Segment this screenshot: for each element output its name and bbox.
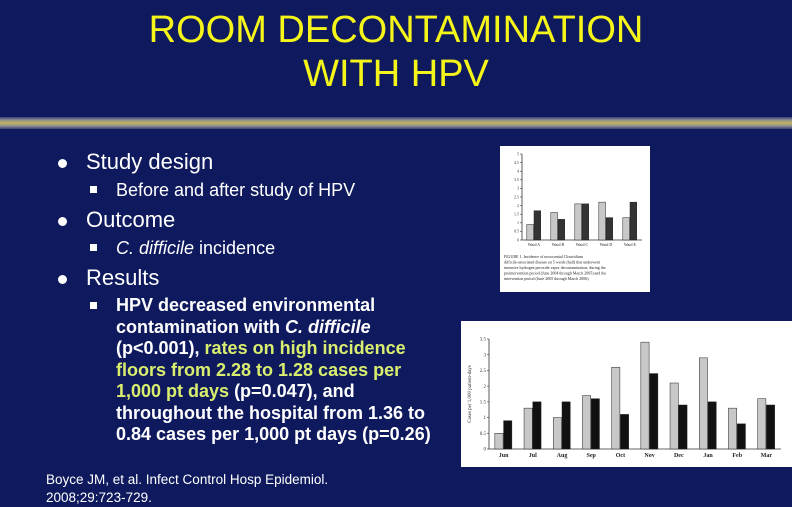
title-line-1: ROOM DECONTAMINATION — [148, 9, 644, 51]
category-label: Ward B — [551, 242, 565, 247]
bullet-dot-icon — [58, 159, 67, 168]
figure-ward-incidence — [500, 146, 650, 292]
reference-line-2: 2008;29:723-729. — [46, 490, 152, 505]
results-part-1: HPV decreased environmental contamination with — [116, 295, 376, 337]
category-label: Ward D — [599, 242, 613, 247]
category-label: Ward C — [575, 242, 589, 247]
bar — [524, 408, 532, 449]
results-part-4: (p=0.047), and throughout the hospital from 1.36 to 0.84 cases per 1,000 pt days (p=0.26) — [116, 381, 431, 444]
figure-caption-line: intensive hydrogen peroxide vapor decontamination, during the — [504, 265, 606, 270]
sub-bullet-square-icon — [90, 186, 97, 193]
y-tick-label: 1.5 — [479, 400, 486, 406]
category-label: Ward A — [527, 242, 541, 247]
slide-title — [0, 8, 792, 96]
bullet-results: Results — [86, 265, 160, 290]
bar — [670, 383, 678, 449]
sub-bullet-outcome — [116, 237, 275, 259]
bar — [620, 414, 628, 449]
bar — [623, 218, 630, 240]
bar — [612, 367, 620, 449]
y-tick-label: 0.5 — [514, 228, 519, 234]
category-label: Dec — [673, 453, 684, 459]
y-tick-label: 1 — [483, 416, 486, 422]
bar — [558, 219, 565, 240]
category-label: Jun — [498, 453, 509, 459]
y-axis-label: Cases per 1,000 patient-days — [468, 365, 473, 423]
results-part-2: (p<0.001), — [116, 338, 205, 358]
y-tick-label: 3.5 — [479, 337, 486, 343]
category-label: Mar — [760, 453, 773, 459]
monthly-bar-chart — [461, 321, 792, 467]
bar — [679, 405, 687, 449]
bar — [641, 342, 649, 449]
bar — [562, 402, 570, 449]
bar — [599, 202, 606, 240]
y-tick-label: 2 — [483, 384, 486, 390]
bar — [527, 225, 534, 240]
y-tick-label: 4.5 — [514, 159, 519, 165]
y-tick-label: 0 — [483, 447, 486, 453]
bar — [766, 405, 774, 449]
bar — [758, 399, 766, 449]
bullet-dot-icon — [58, 217, 67, 226]
results-highlight: rates on high incidence floors from 2.28 to 1.28 cases per 1,000 pt days — [116, 338, 406, 401]
bar — [582, 396, 590, 449]
category-label: Oct — [615, 453, 626, 459]
y-tick-label: 1.5 — [514, 211, 519, 217]
sub-bullet-study-design: Before and after study of HPV — [116, 180, 356, 200]
bar — [575, 204, 582, 240]
y-tick-label: 2.5 — [514, 194, 519, 200]
y-tick-label: 1 — [517, 220, 519, 226]
figure-caption-line: preintervention period (June 2004 through March 2005) and the — [504, 270, 607, 276]
bar — [650, 374, 658, 449]
figure-monthly-incidence — [461, 321, 792, 467]
reference-citation — [46, 471, 328, 507]
results-detail — [116, 295, 446, 446]
category-label: Ward E — [623, 242, 637, 247]
title-divider — [0, 117, 792, 129]
bar — [504, 421, 512, 449]
sub-bullet-square-icon — [90, 302, 97, 309]
bar — [591, 399, 599, 449]
bar — [699, 358, 707, 449]
bar — [495, 433, 503, 449]
title-line-2: WITH HPV — [303, 53, 489, 95]
results-organism: C. difficile — [285, 316, 371, 337]
category-label: Feb — [732, 453, 743, 459]
y-tick-label: 3 — [483, 353, 486, 359]
bar — [737, 424, 745, 449]
y-tick-label: 5 — [517, 151, 519, 157]
bar — [533, 402, 541, 449]
category-label: Nov — [644, 453, 655, 459]
y-tick-label: 3.5 — [514, 177, 519, 183]
y-tick-label: 4 — [517, 168, 519, 174]
bar — [553, 418, 561, 449]
category-label: Aug — [556, 453, 568, 459]
bar — [708, 402, 716, 449]
outcome-rest: incidence — [194, 238, 276, 258]
ward-bar-chart — [500, 146, 650, 292]
category-label: Sep — [586, 453, 596, 459]
y-tick-label: 2 — [517, 202, 519, 208]
bullet-study-design: Study design — [86, 149, 214, 174]
bar — [582, 204, 589, 240]
category-label: Jul — [528, 453, 537, 459]
bullet-dot-icon — [58, 275, 67, 284]
reference-line-1: Boyce JM, et al. Infect Control Hosp Epidemiol. — [46, 472, 329, 487]
y-tick-label: 0.5 — [479, 431, 486, 437]
figure-caption-line: FIGURE 1. Incidence of nosocomial Clostridium — [504, 254, 583, 259]
y-tick-label: 2.5 — [479, 369, 486, 375]
sub-bullet-square-icon — [90, 244, 97, 251]
y-tick-label: 3 — [517, 185, 519, 191]
figure-caption-line: intervention period (June 2005 through March 2006). — [504, 276, 590, 281]
y-tick-label: 0 — [517, 237, 519, 243]
category-label: Jan — [703, 453, 713, 459]
outcome-organism: C. difficile — [116, 238, 195, 258]
bar — [728, 408, 736, 449]
figure-caption-line: difficile-associated disease on 5 wards (hall) that underwent — [504, 259, 601, 265]
bar — [551, 212, 558, 240]
bar — [606, 218, 613, 240]
bullet-outcome: Outcome — [86, 207, 176, 232]
bar — [534, 211, 541, 240]
bar — [630, 202, 637, 240]
